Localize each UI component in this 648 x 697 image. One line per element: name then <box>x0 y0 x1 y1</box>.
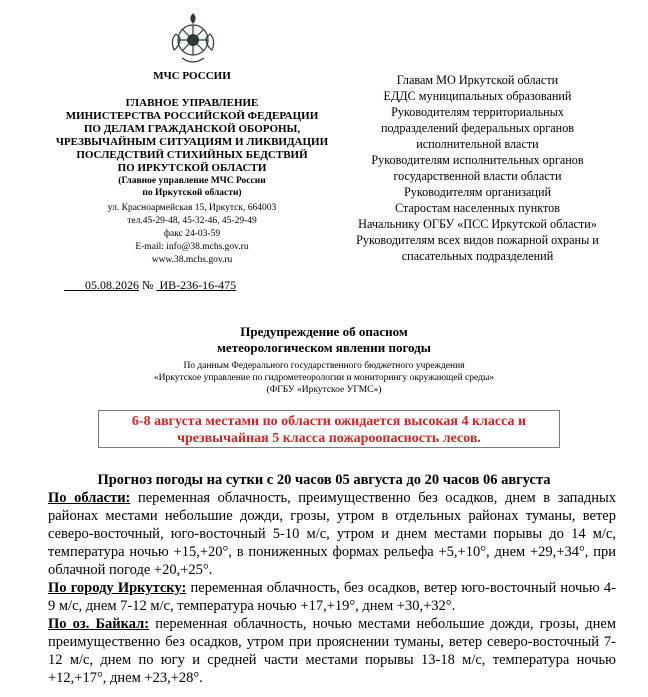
forecast-body <box>48 489 616 687</box>
recipient-item: исполнительной власти <box>416 137 539 151</box>
fax: факс 24-03-59 <box>163 229 221 239</box>
recipient-item: Старостам населенных пунктов <box>394 201 561 215</box>
org-short-name <box>52 175 332 199</box>
doc-number-value: ИВ-236-16-475 <box>159 278 237 292</box>
short-name-line: (Главное управление МЧС России <box>118 176 266 186</box>
warning-source <box>0 360 648 396</box>
alert-line: чрезвычайная 5 класса пожароопасность лесов. <box>177 431 481 446</box>
forecast-baikal-label: По оз. Байкал: <box>48 616 150 632</box>
recipient-item: спасательных подразделений <box>401 249 554 263</box>
recipients-list <box>330 72 625 264</box>
org-line: ПО ДЕЛАМ ГРАЖДАНСКОЙ ОБОРОНЫ, <box>83 123 301 135</box>
forecast-region-text: переменная облачность, преимущественно без осадков, днем в западных районах местами небольшие дожди, грозы, утром в отдельных районах туманы, ветер северо-восточный, юго-восточный 5-10 м/с, утром и днем местами порывы до 14 м/с, температура ночью +15,+20°, в пониженных формах рельефа +5,+10°, днем +29,+34°, при облачной погоде +20,+25°. <box>48 490 617 578</box>
number-sign: № <box>142 278 154 292</box>
forecast-region-label: По области: <box>48 490 131 506</box>
recipient-item: Главам МО Иркутской области <box>396 73 559 87</box>
recipient-item: Руководителям всех видов пожарной охраны и <box>356 233 599 247</box>
forecast-region <box>48 489 616 579</box>
address: ул. Красноармейская 15, Иркутск, 664003 <box>107 203 277 213</box>
warning-title-line: Предупреждение об опасном <box>240 324 408 339</box>
phones: тел.45-29-48, 45-32-46, 45-29-49 <box>127 216 257 226</box>
website: www.38.mchs.gov.ru <box>151 255 233 265</box>
doc-number <box>156 278 236 292</box>
recipient-item: подразделений федеральных органов <box>380 121 575 135</box>
forecast-baikal <box>48 615 616 687</box>
email: E-mail: info@38.mchs.gov.ru <box>135 242 249 252</box>
source-line: «Иркутское управление по гидрометеорологии и мониторингу окружающей среды» <box>153 373 495 383</box>
org-line: ГЛАВНОЕ УПРАВЛЕНИЕ <box>125 97 259 109</box>
recipient-item: Начальнику ОГБУ «ПСС Иркутской области» <box>358 217 597 231</box>
recipient-item: Руководителям территориальных <box>391 105 564 119</box>
recipient-item: Руководителям организаций <box>403 185 552 199</box>
recipient-item: государственной власти области <box>393 169 562 183</box>
org-line: МИНИСТЕРСТВА РОССИЙСКОЙ ФЕДЕРАЦИИ <box>65 110 319 122</box>
agency-name: МЧС РОССИИ <box>153 70 231 82</box>
fire-hazard-alert <box>98 410 560 448</box>
org-line: ПО ИРКУТСКОЙ ОБЛАСТИ <box>117 162 267 174</box>
forecast-irkutsk-label: По городу Иркутску: <box>48 580 187 596</box>
contact-info <box>52 202 332 267</box>
registration-line <box>64 278 236 293</box>
recipient-item: Руководителям исполнительных органов <box>371 153 584 167</box>
org-name <box>52 97 332 175</box>
forecast-baikal-text: переменная облачность, ночью местами небольшие дожди, грозы, днем преимущественно без осадков, утром при прояснении туманы, ветер северо-восточный 7-12 м/с, днем по югу и средней части местами порывы 13-18 м/с, температура ночью +12,+17°, днем +23,+28°. <box>48 616 616 686</box>
doc-date <box>64 278 139 292</box>
mchs-emblem-icon <box>168 8 218 68</box>
forecast-irkutsk-text: переменная облачность, без осадков, ветер юго-восточный ночью 4-9 м/с, днем 7-12 м/с, температура ночью +17,+19°, днем +30,+32°. <box>48 580 616 614</box>
forecast-irkutsk <box>48 579 616 615</box>
warning-title <box>0 324 648 356</box>
source-line: По данным Федерального государственного бюджетного учреждения <box>183 361 465 371</box>
alert-line: 6-8 августа местами по области ожидается высокая 4 класса и <box>131 414 527 429</box>
recipient-item: ЕДДС муниципальных образований <box>383 89 572 103</box>
source-line: (ФГБУ «Иркутское УГМС») <box>266 385 382 395</box>
org-line: ЧРЕЗВЫЧАЙНЫМ СИТУАЦИЯМ И ЛИКВИДАЦИИ <box>55 136 329 148</box>
short-name-line: по Иркутской области) <box>142 188 242 198</box>
doc-date-value: 05.08.2026 <box>85 278 139 292</box>
warning-title-line: метеорологическом явлении погоды <box>217 340 431 355</box>
org-line: ПОСЛЕДСТВИЙ СТИХИЙНЫХ БЕДСТВИЙ <box>76 149 308 161</box>
sender-block <box>52 70 332 267</box>
forecast-title: Прогноз погоды на сутки с 20 часов 05 августа до 20 часов 06 августа <box>97 472 551 488</box>
